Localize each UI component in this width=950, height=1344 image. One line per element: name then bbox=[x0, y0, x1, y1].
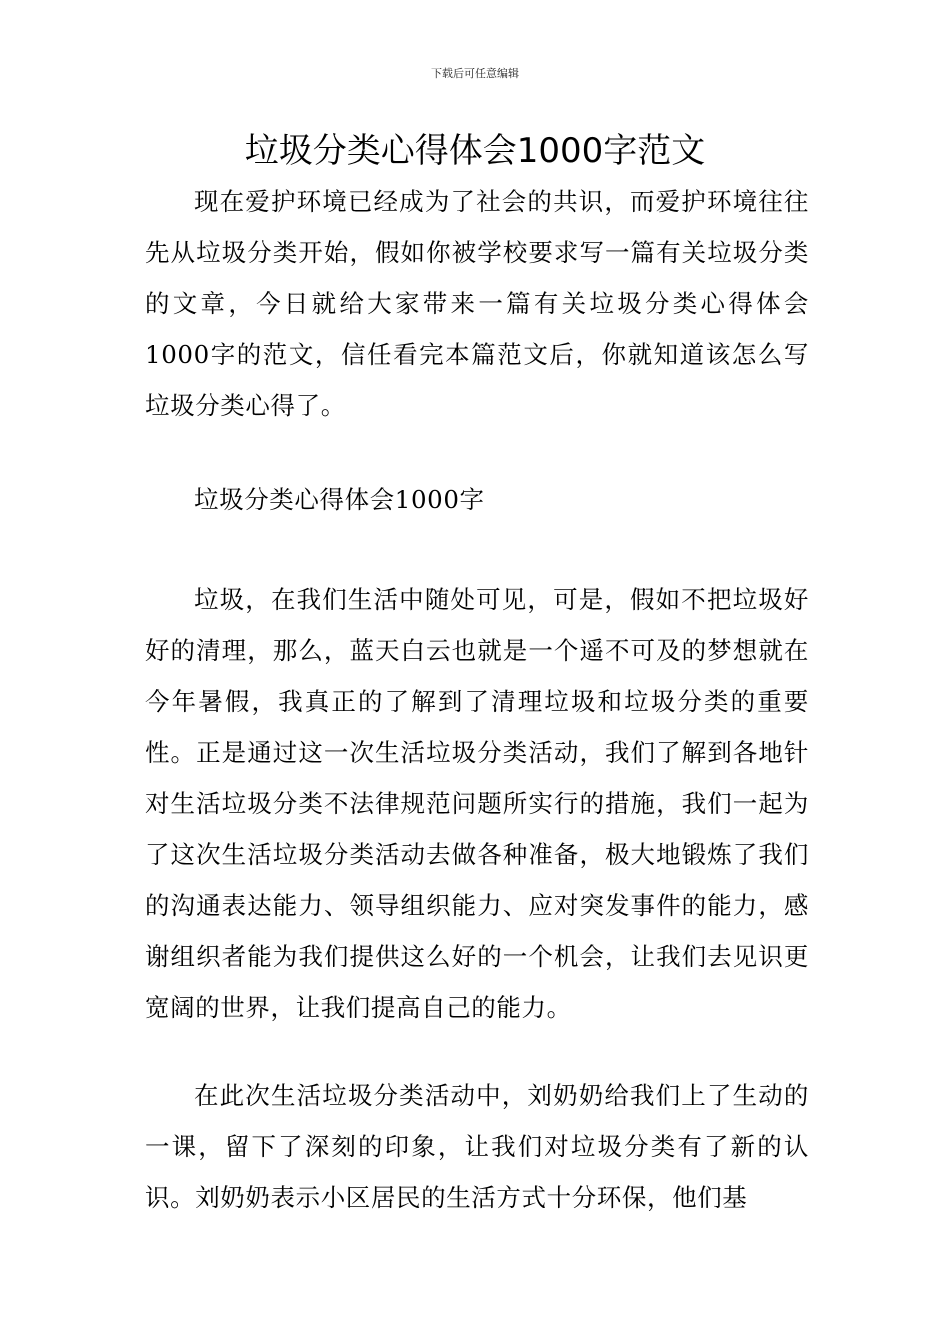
intro-paragraph: 现在爱护环境已经成为了社会的共识，而爱护环境往往先从垃圾分类开始，假如你被学校要求写一篇有关垃圾分类的文章，今日就给大家带来一篇有关垃圾分类心得体会1000字的范文，信任看完本篇范文后，你就知道该怎么写垃圾分类心得了。 bbox=[145, 187, 809, 420]
section-subheading: 垃圾分类心得体会1000字 bbox=[194, 485, 485, 514]
header-note: 下载后可任意编辑 bbox=[431, 67, 519, 80]
body-paragraph-1: 垃圾，在我们生活中随处可见，可是，假如不把垃圾好好的清理，那么，蓝天白云也就是一个遥不可及的梦想就在今年暑假，我真正的了解到了清理垃圾和垃圾分类的重要性。正是通过这一次生活垃圾分类活动，我们了解到各地针对生活垃圾分类不法律规范问题所实行的措施，我们一起为了这次生活垃圾分类活动去做各种准备，极大地锻炼了我们的沟通表达能力、领导组织能力、应对突发事件的能力，感谢组织者能为我们提供这么好的一个机会，让我们去见识更宽阔的世界，让我们提高自己的能力。 bbox=[145, 585, 809, 1022]
document-title: 垃圾分类心得体会1000字范文 bbox=[244, 131, 706, 171]
body-paragraph-2: 在此次生活垃圾分类活动中，刘奶奶给我们上了生动的一课，留下了深刻的印象，让我们对垃圾分类有了新的认识。刘奶奶表示小区居民的生活方式十分环保，他们基 bbox=[145, 1081, 809, 1212]
